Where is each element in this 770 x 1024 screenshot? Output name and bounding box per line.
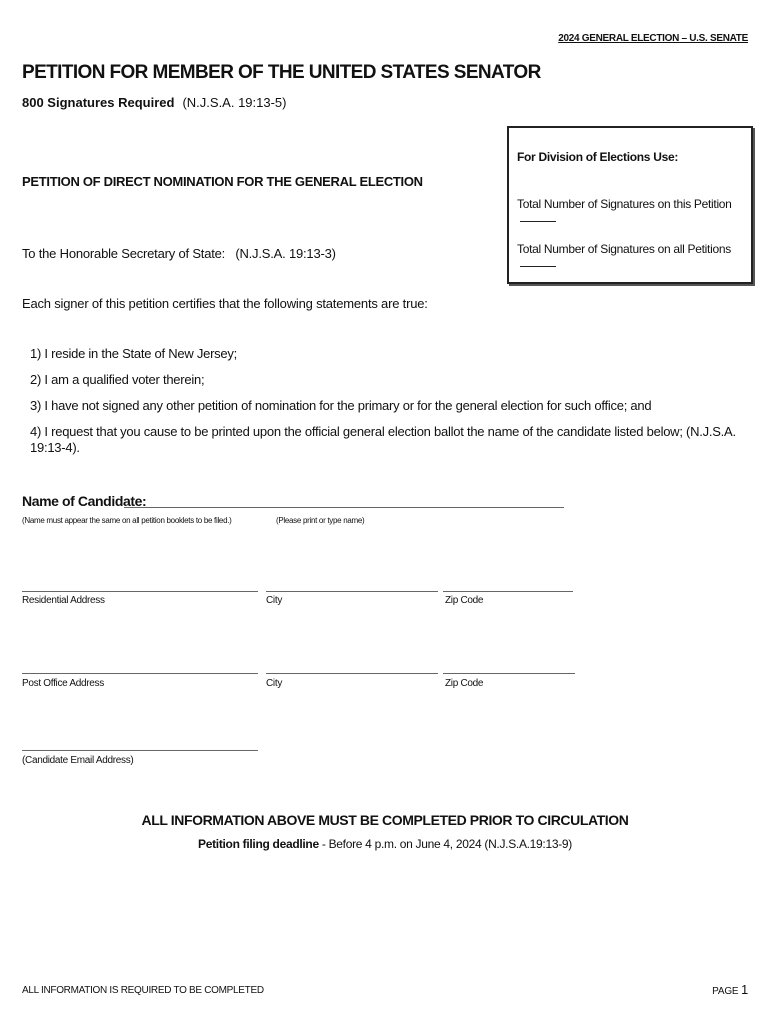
circulation-notice: ALL INFORMATION ABOVE MUST BE COMPLETED PRIOR TO CIRCULATION [141, 812, 629, 828]
post-office-address-label: Post Office Address [22, 678, 104, 689]
signatures-this-petition [517, 197, 751, 225]
statement-3: 3) I have not signed any other petition of nomination for the primary or for the general election for such office; and [30, 398, 652, 413]
residential-address-field[interactable] [22, 591, 258, 592]
signatures-all-petitions [517, 242, 751, 270]
filing-deadline [0, 837, 770, 851]
residential-address-label: Residential Address [22, 595, 105, 606]
print-type-note: (Please print or type name) [276, 516, 365, 525]
filing-deadline-label: Petition filing deadline [198, 837, 319, 851]
statement-2: 2) I am a qualified voter therein; [30, 372, 205, 387]
statements-list [30, 346, 770, 455]
footer-requirement: ALL INFORMATION IS REQUIRED TO BE COMPLETED [22, 985, 264, 996]
division-use-box [507, 126, 753, 284]
candidate-name-field[interactable] [124, 507, 564, 508]
signatures-all-petitions-blank [520, 256, 556, 267]
election-label: 2024 GENERAL ELECTION – U.S. SENATE [558, 33, 748, 44]
post-office-city-label: City [266, 678, 283, 689]
page-title: PETITION FOR MEMBER OF THE UNITED STATES SENATOR [22, 62, 541, 83]
signatures-all-petitions-label: Total Number of Signatures on all Petitions [517, 242, 731, 256]
section-heading: PETITION OF DIRECT NOMINATION FOR THE GENERAL ELECTION [22, 174, 423, 189]
post-office-zip-field[interactable] [443, 673, 575, 674]
post-office-city-field[interactable] [266, 673, 438, 674]
residential-zip-label: Zip Code [445, 595, 484, 606]
page-indicator [712, 982, 748, 997]
candidate-name-label: Name of Candidate: [22, 493, 147, 509]
post-office-zip-label: Zip Code [445, 678, 484, 689]
statute-citation: (N.J.S.A. 19:13-5) [182, 95, 287, 110]
residential-zip-field[interactable] [443, 591, 573, 592]
addressee: To the Honorable Secretary of State: (N.J.S.A. 19:13-3) [22, 246, 336, 261]
candidate-email-field[interactable] [22, 750, 258, 751]
certification-intro: Each signer of this petition certifies that the following statements are true: [22, 296, 428, 311]
division-box-title: For Division of Elections Use: [517, 150, 679, 164]
candidate-email-label: (Candidate Email Address) [22, 755, 134, 766]
residential-city-field[interactable] [266, 591, 438, 592]
signatures-required: 800 Signatures Required [22, 95, 175, 110]
filing-deadline-text: - Before 4 p.m. on June 4, 2024 (N.J.S.A.19:13-9) [318, 837, 572, 851]
candidate-name-note: (Name must appear the same on all petition booklets to be filed.) [22, 516, 232, 525]
residential-city-label: City [266, 595, 283, 606]
signature-requirement [22, 95, 287, 110]
statement-4: 4) I request that you cause to be printed upon the official general election ballot the name of the candidate listed below; (N.J.S.A. 19:13-4). [30, 424, 736, 455]
statement-1: 1) I reside in the State of New Jersey; [30, 346, 238, 361]
post-office-address-field[interactable] [22, 673, 258, 674]
signatures-this-petition-label: Total Number of Signatures on this Petition [517, 197, 732, 211]
page-label: PAGE [712, 986, 739, 997]
signatures-this-petition-blank [520, 211, 556, 222]
page-number: 1 [740, 982, 748, 997]
